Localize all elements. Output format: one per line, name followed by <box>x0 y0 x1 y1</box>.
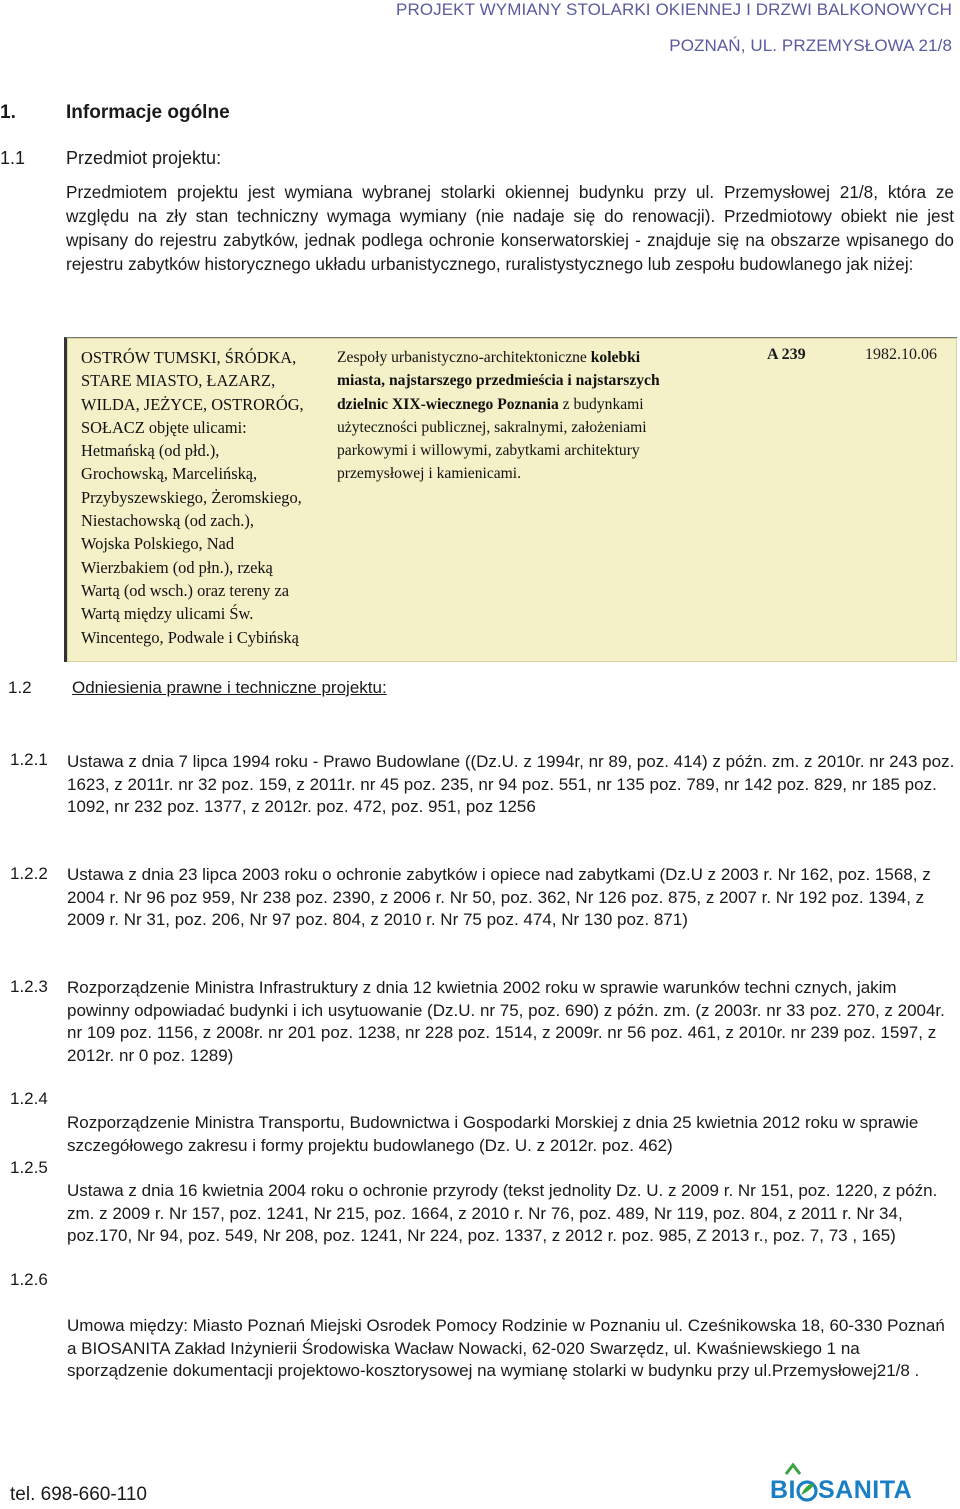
reference-text: Ustawa z dnia 23 lipca 2003 roku o ochronie zabytków i opiece nad zabytkami (Dz.U z 2003 r. Nr 162, poz. 1568, z 2004 r. Nr 96 poz 959, Nr 238 poz. 2390, z 2006 r. Nr 50, poz. 362, Nr 126 poz. 875, z 2007 r. Nr 192 poz. 1394, z 2009 r. Nr 31, poz. 206, Nr 97 poz. 804, z 2010 r. Nr 75 poz. 474, Nr 130 poz. 871) <box>67 865 931 930</box>
register-area-line: Hetmańską (od płd.), <box>81 441 220 461</box>
reference-number: 1.2.4 <box>10 1089 48 1108</box>
reference-text: Rozporządzenie Ministra Transportu, Budownictwa i Gospodarki Morskiej z dnia 25 kwietnia 2012 roku w sprawie szczegółowego zakresu i formy projektu budowlanego (Dz. U. z 2012r. poz. 462) <box>67 1113 919 1155</box>
reference-number: 1.2.3 <box>10 977 48 996</box>
reference-text: Ustawa z dnia 7 lipca 1994 roku - Prawo Budowlane ((Dz.U. z 1994r, nr 89, poz. 414) z późn. zm. z 2010r. nr 243 poz. 1623, z 2011r. nr 32 poz. 159, z 2011r. nr 45 poz. 235, nr 94 poz. 551, nr 135 poz. 789, nr 142 poz. 829, nr 185 poz. 1092, nr 232 poz. 1377, z 2012r. poz. 472, poz. 951, poz 1256 <box>67 752 955 817</box>
logo-text-end: SANITA <box>818 1476 913 1504</box>
reference-number: 1.2.1 <box>10 750 48 769</box>
register-desc-part: z budynkami <box>558 395 644 413</box>
register-area-line: Niestachowską (od zach.), <box>81 511 254 531</box>
reference-text: Rozporządzenie Ministra Infrastruktury z dnia 12 kwietnia 2002 roku w sprawie warunków techni cznych, jakim powinny odpowiadać budynki i ich usytuowanie (Dz.U. nr 75, poz. 690) z późn. zm. (z 2003r. nr 33 poz. 270, z 2004r. nr 109 poz. 1156, z 2008r. nr 201 poz. 1238, nr 228 poz. 1514, z 2009r. nr 56 poz. 461, z 2010r. nr 239 poz. 1597, z 2012r. nr 0 poz. 1289) <box>67 978 945 1065</box>
subsection-title: Odniesienia prawne i techniczne projektu: <box>72 678 387 697</box>
biosanita-logo <box>770 1476 950 1504</box>
reference-text: Ustawa z dnia 16 kwietnia 2004 roku o ochronie przyrody (tekst jednolity Dz. U. z 2009 r. Nr 151, poz. 1220, z późn. zm. z 2009 r. Nr 157, poz. 1241, Nr 215, poz. 1664, z 2010 r. Nr 76, poz. 489, Nr 119, poz. 804, z 2011 r. Nr 34, poz.170, Nr 94, poz. 549, Nr 208, poz. 1241, Nr 224, poz. 1337, z 2012 r. poz. 985, Z 2013 r., poz. 7, 73 , 165) <box>67 1181 938 1246</box>
intro-paragraph: Przedmiotem projektu jest wymiana wybranej stolarki okiennej budynku przy ul. Przemysłowej 21/8, która ze względu na zły stan techniczny wymaga wymiany (nie nadaje się do renowacji). Przedmiotowy obiekt nie jest wpisany do rejestru zabytków, jednak podlega ochronie konserwatorskiej - znajduje się na obszarze wpisanego do rejestru zabytków historycznego układu urbanistycznego, ruralistystycznego lub zespołu budowlanego jak niżej: <box>66 182 954 274</box>
register-desc-line: użyteczności publicznej, sakralnymi, założeniami <box>337 418 647 436</box>
section-number: 1. <box>0 102 16 123</box>
register-desc-part: dzielnic XIX-wiecznego Poznania <box>337 395 559 413</box>
reference-number: 1.2.5 <box>10 1158 48 1177</box>
register-area-line: Grochowską, Marcelińską, <box>81 464 258 484</box>
subsection-number: 1.2 <box>8 678 32 697</box>
subsection-number: 1.1 <box>0 148 26 168</box>
register-area-line: Wojska Polskiego, Nad <box>81 534 235 554</box>
reference-number: 1.2.2 <box>10 864 48 883</box>
leaf-o-icon <box>796 1478 818 1502</box>
logo-text-start: BI <box>770 1476 796 1504</box>
register-area-list <box>81 346 321 649</box>
section-title: Informacje ogólne <box>66 102 230 123</box>
header-project-title: PROJEKT WYMIANY STOLARKI OKIENNEJ I DRZWI BALKONOWYCH <box>396 0 952 19</box>
header-address: POZNAŃ, UL. PRZEMYSŁOWA 21/8 <box>669 36 952 55</box>
register-area-line: WILDA, JEŻYCE, OSTRORÓG, <box>81 394 304 414</box>
logo-arrow-icon <box>784 1462 802 1476</box>
register-desc-line: przemysłowej i kamienicami. <box>337 465 522 483</box>
subsection-title: Przedmiot projektu: <box>66 148 222 168</box>
footer-phone: tel. 698-660-110 <box>10 1484 147 1505</box>
register-area-line: STARE MIASTO, ŁAZARZ, <box>81 371 276 391</box>
register-area-line: OSTRÓW TUMSKI, ŚRÓDKA, <box>81 348 297 367</box>
register-area-line: Przybyszewskiego, Żeromskiego, <box>81 487 302 507</box>
register-area-line: Wartą między ulicami Św. <box>81 604 254 624</box>
register-scan-image <box>64 337 957 662</box>
register-area-line: Wincentego, Podwale i Cybińską <box>81 627 299 647</box>
register-code: A 239 <box>767 346 806 363</box>
reference-text: Umowa między: Miasto Poznań Miejski Osrodek Pomocy Rodzinie w Poznaniu ul. Cześnikowska 18, 60-330 Poznań a BIOSANITA Zakład Inżynierii Środowiska Wacław Nowacki, 62-020 Swarzędz, ul. Kwaśniewskiego 1 na sporządzenie dokumentacji projektowo-kosztorysowej na wymianę stolarki w budynku przy ul.Przemysłowej21/8 . <box>67 1316 945 1381</box>
register-date: 1982.10.06 <box>865 346 937 363</box>
register-area-line: Wartą (od wsch.) oraz tereny za <box>81 580 290 600</box>
register-description <box>337 346 737 486</box>
register-desc-part: kolebki <box>590 349 641 366</box>
register-desc-part: Zespoły urbanistyczno-architektoniczne <box>337 349 591 366</box>
register-desc-line: miasta, najstarszego przedmieścia i najstarszych <box>337 372 660 390</box>
register-area-line: SOŁACZ objęte ulicami: <box>81 417 247 437</box>
register-area-line: Wierzbakiem (od płn.), rzeką <box>81 557 273 577</box>
register-desc-line: parkowymi i willowymi, zabytkami architektury <box>337 442 640 460</box>
reference-number: 1.2.6 <box>10 1270 48 1289</box>
